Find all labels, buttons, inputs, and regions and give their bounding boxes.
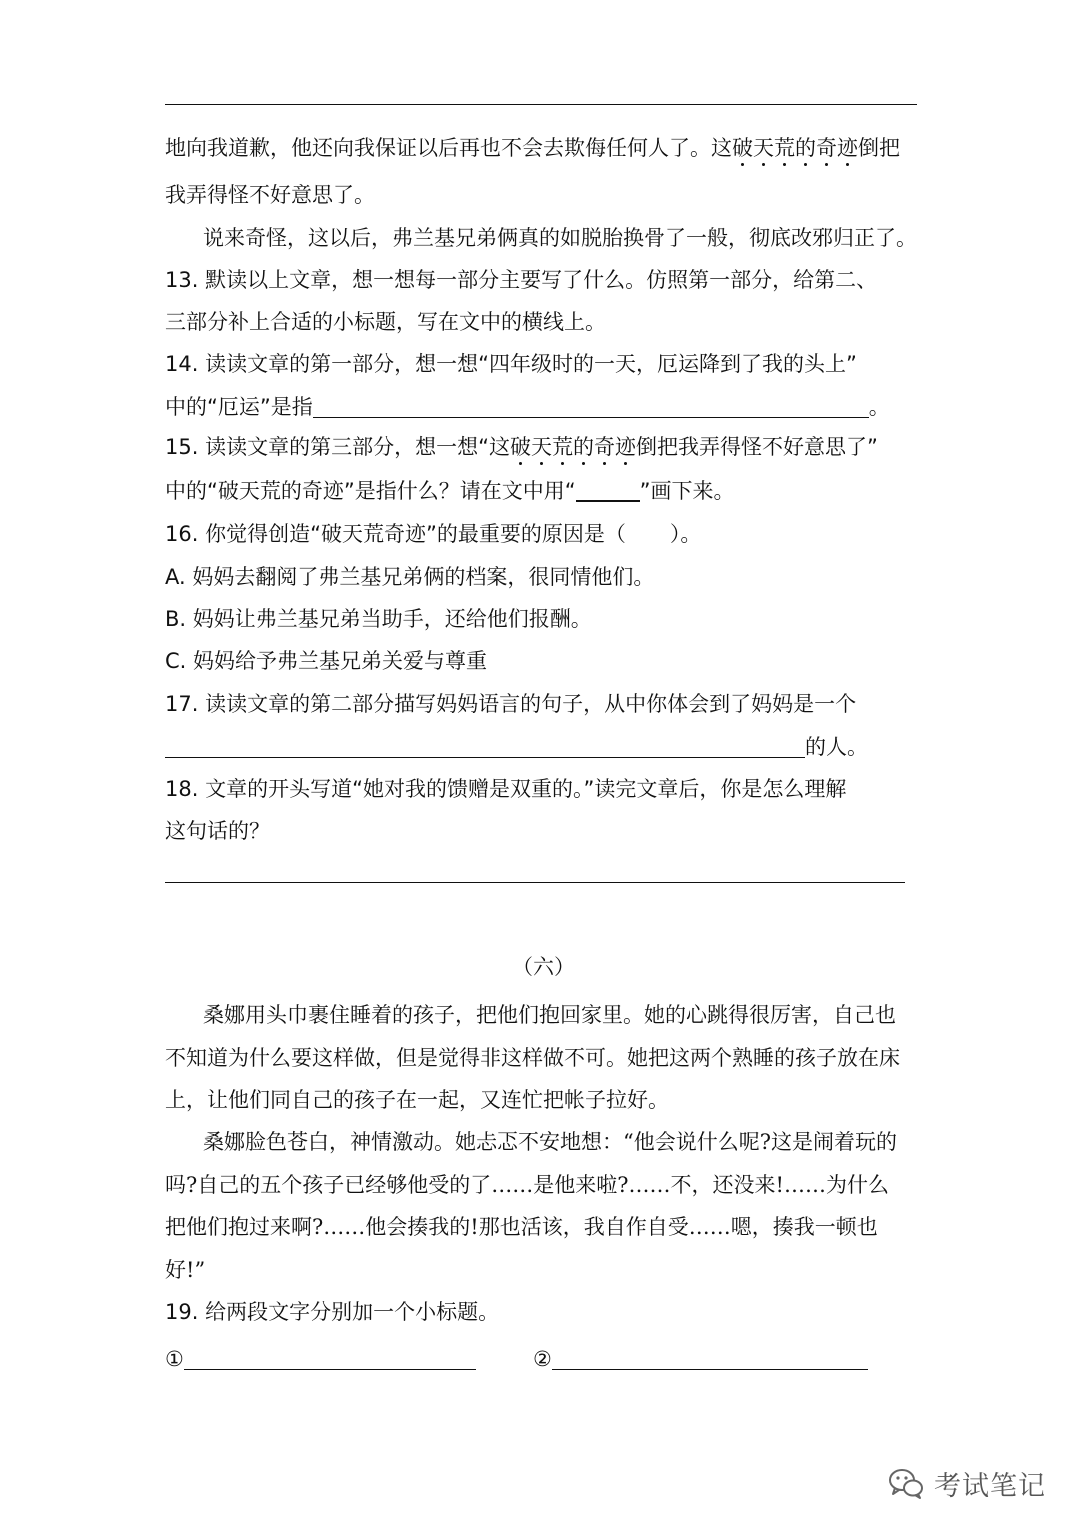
question-text: 中的“厄运”是指 — [165, 395, 313, 419]
question-18-cont: 这句话的？ — [165, 819, 270, 843]
emphasis-char: 的 — [795, 136, 816, 160]
passage-line: 桑娜脸色苍白，神情激动。她忐忑不安地想：“他会说什么呢?这是闹着玩的 — [203, 1130, 897, 1154]
passage-line: 上，让他们同自己的孩子在一起，又连忙把帐子拉好。 — [165, 1088, 669, 1112]
question-text: 。 — [868, 395, 890, 419]
option-b[interactable]: B. 妈妈让弗兰基兄弟当助手，还给他们报酬。 — [165, 607, 592, 631]
answer-line[interactable] — [165, 882, 905, 883]
question-17-cont — [165, 732, 868, 762]
emphasis-char: 的 — [572, 435, 594, 459]
underline-sample — [576, 480, 640, 502]
emphasis-char: 天 — [753, 136, 774, 160]
question-text: 中的“破天荒的奇迹”是指什么？请在文中用“ — [165, 479, 576, 503]
title-answer-1 — [165, 1344, 476, 1374]
emphasis-char: 荒 — [774, 136, 795, 160]
passage-paragraph: 说来奇怪，这以后，弗兰基兄弟俩真的如脱胎换骨了一般，彻底改邪归正了。 — [203, 226, 917, 250]
question-text: ）。 — [669, 522, 702, 546]
passage-line: 把他们抱过来啊?……他会揍我的!那也活该，我自作自受……嗯，揍我一顿也 — [165, 1215, 878, 1239]
question-text: 16. 你觉得创造“破天荒奇迹”的最重要的原因是（ — [165, 522, 626, 546]
question-14: 14. 读读文章的第一部分，想一想“四年级时的一天，厄运降到了我的头上” — [165, 352, 857, 376]
dotted-phrase — [510, 435, 636, 459]
question-15-cont — [165, 476, 735, 506]
question-15 — [165, 432, 878, 462]
dotted-phrase — [732, 136, 858, 160]
answer-blank[interactable] — [313, 395, 869, 418]
emphasis-char: 奇 — [593, 435, 615, 459]
section-heading: （六） — [512, 955, 575, 979]
emphasis-char: 荒 — [551, 435, 573, 459]
answer-line-top — [165, 104, 917, 105]
question-16 — [165, 519, 701, 549]
question-19: 19. 给两段文字分别加一个小标题。 — [165, 1300, 500, 1324]
question-17: 17. 读读文章的第二部分描写妈妈语言的句子，从中你体会到了妈妈是一个 — [165, 692, 857, 716]
passage-line: 好!” — [165, 1258, 206, 1282]
watermark-text: 考试笔记 — [934, 1470, 1046, 1502]
passage-line: 吗?自己的五个孩子已经够他受的了……是他来啦?……不，还没来!……为什么 — [165, 1173, 889, 1197]
title-answer-2 — [533, 1344, 868, 1374]
circled-number-1: ① — [165, 1347, 184, 1371]
emphasis-char: 天 — [530, 435, 552, 459]
passage-line: 不知道为什么要这样做，但是觉得非这样做不可。她把这两个熟睡的孩子放在床 — [165, 1046, 900, 1070]
answer-blank[interactable] — [184, 1347, 476, 1370]
passage-text: 地向我道歉，他还向我保证以后再也不会去欺侮任何人了。这 — [165, 136, 732, 160]
question-13: 13. 默读以上文章，想一想每一部分主要写了什么。仿照第一部分，给第二、 — [165, 268, 878, 292]
question-13-cont: 三部分补上合适的小标题，写在文中的横线上。 — [165, 310, 606, 334]
passage-text: 倒把 — [858, 136, 900, 160]
emphasis-char: 迹 — [614, 435, 636, 459]
option-c[interactable]: C. 妈妈给予弗兰基兄弟关爱与尊重 — [165, 649, 488, 673]
answer-blank[interactable] — [165, 735, 805, 758]
answer-blank[interactable] — [552, 1347, 868, 1370]
passage-line — [165, 133, 900, 163]
question-18: 18. 文章的开头写道“她对我的馈赠是双重的。”读完文章后，你是怎么理解 — [165, 777, 847, 801]
question-text: 15. 读读文章的第三部分，想一想“这 — [165, 435, 510, 459]
wechat-icon — [886, 1463, 926, 1503]
emphasis-char: 奇 — [816, 136, 837, 160]
question-14-cont — [165, 392, 890, 422]
question-text: ”画下来。 — [639, 479, 735, 503]
emphasis-char: 迹 — [837, 136, 858, 160]
passage-line: 桑娜用头巾裹住睡着的孩子，把他们抱回家里。她的心跳得很厉害，自己也 — [203, 1003, 896, 1027]
circled-number-2: ② — [533, 1347, 552, 1371]
option-a[interactable]: A. 妈妈去翻阅了弗兰基兄弟俩的档案，很同情他们。 — [165, 565, 655, 589]
passage-line: 我弄得怪不好意思了。 — [165, 183, 375, 207]
question-text: 倒把我弄得怪不好意思了” — [635, 435, 878, 459]
emphasis-char: 破 — [732, 136, 753, 160]
question-text: 的人。 — [805, 735, 868, 759]
watermark — [886, 1463, 1046, 1503]
emphasis-char: 破 — [509, 435, 531, 459]
